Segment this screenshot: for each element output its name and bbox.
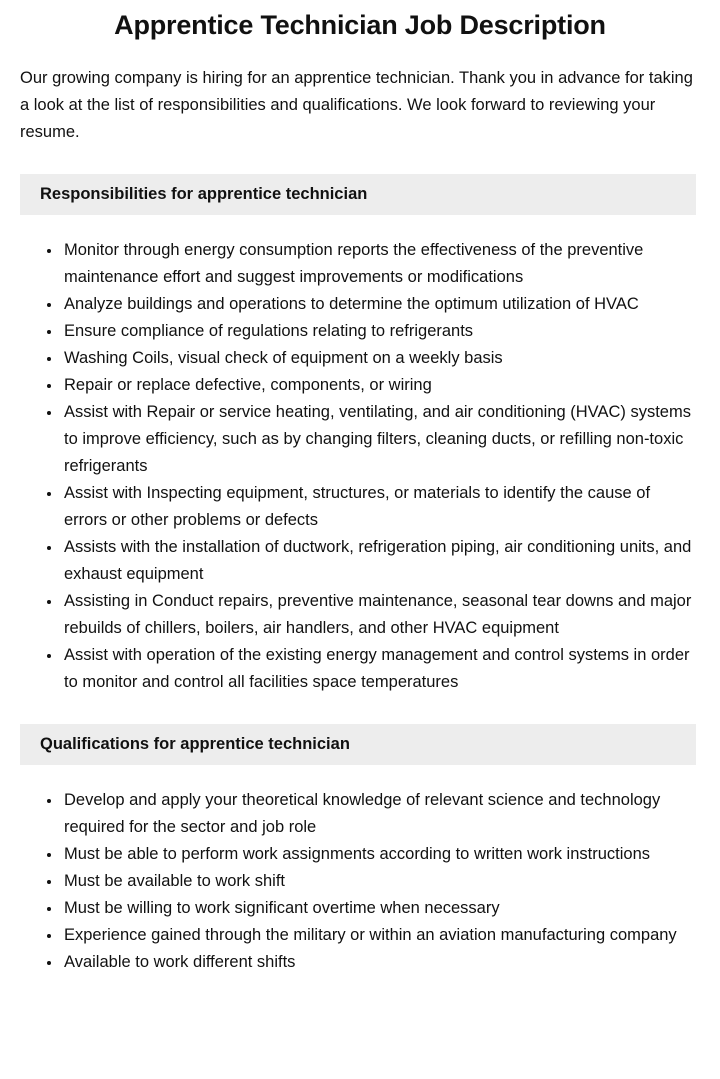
list-item: • Monitor through energy consumption reports the effectiveness of the preventive maintenance effort and suggest improvements or modifications xyxy=(62,237,694,291)
list-item: • Repair or replace defective, components, or wiring xyxy=(62,372,694,399)
list-item: • Develop and apply your theoretical knowledge of relevant science and technology required for the sector and job role xyxy=(62,787,694,841)
list-item: • Assist with Inspecting equipment, structures, or materials to identify the cause of errors or other problems or defects xyxy=(62,480,694,534)
list-item: • Assists with the installation of ductwork, refrigeration piping, air conditioning units, and exhaust equipment xyxy=(62,534,694,588)
responsibilities-list xyxy=(20,237,694,696)
list-item: • Available to work different shifts xyxy=(62,949,694,976)
list-item: • Analyze buildings and operations to determine the optimum utilization of HVAC xyxy=(62,291,694,318)
list-item: • Must be willing to work significant overtime when necessary xyxy=(62,895,694,922)
list-item: • Must be able to perform work assignments according to written work instructions xyxy=(62,841,694,868)
list-item: • Ensure compliance of regulations relating to refrigerants xyxy=(62,318,694,345)
list-item: • Assisting in Conduct repairs, preventive maintenance, seasonal tear downs and major rebuilds of chillers, boilers, air handlers, and other HVAC equipment xyxy=(62,588,694,642)
list-item: • Assist with operation of the existing energy management and control systems in order to monitor and control all facilities space temperatures xyxy=(62,642,694,696)
responsibilities-section-header: Responsibilities for apprentice technician xyxy=(20,174,696,215)
qualifications-section-header: Qualifications for apprentice technician xyxy=(20,724,696,765)
page-title: Apprentice Technician Job Description xyxy=(114,10,606,40)
list-item: • Washing Coils, visual check of equipment on a weekly basis xyxy=(62,345,694,372)
qualifications-list xyxy=(20,787,694,976)
list-item: • Experience gained through the military or within an aviation manufacturing company xyxy=(62,922,694,949)
intro-paragraph: Our growing company is hiring for an apprentice technician. Thank you in advance for taking a look at the list of responsibilities and qualifications. We look forward to reviewing your resume. xyxy=(20,69,693,141)
list-item: • Must be available to work shift xyxy=(62,868,694,895)
list-item: • Assist with Repair or service heating, ventilating, and air conditioning (HVAC) systems to improve efficiency, such as by changing filters, cleaning ducts, or refilling non-toxic refrigerants xyxy=(62,399,694,480)
